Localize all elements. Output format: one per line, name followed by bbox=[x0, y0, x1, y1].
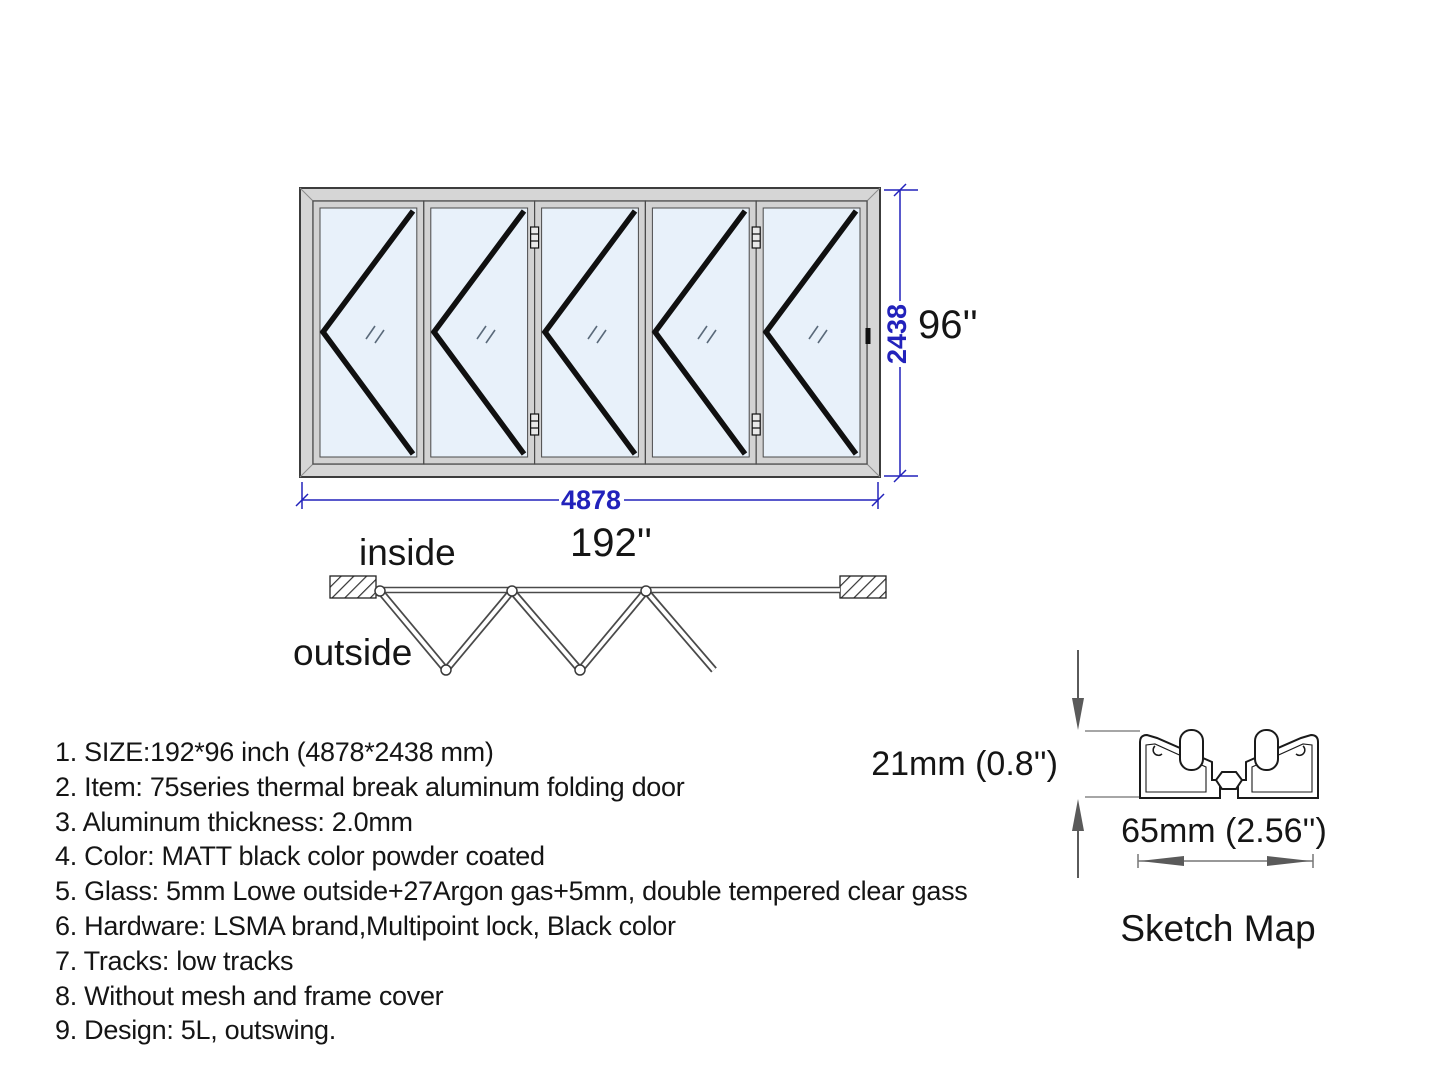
track-profile bbox=[1140, 730, 1318, 798]
width-dim-inch-label: 192'' bbox=[569, 521, 653, 565]
profile-width-dim-line bbox=[1138, 854, 1313, 868]
spec-item: 5. Glass: 5mm Lowe outside+27Argon gas+5mm, double tempered clear gass bbox=[55, 876, 968, 907]
roller-capsule bbox=[1255, 730, 1278, 770]
glass-pane bbox=[652, 208, 749, 457]
spec-item: 8. Without mesh and frame cover bbox=[55, 980, 444, 1011]
plan-view bbox=[330, 576, 886, 675]
door-panel-3 bbox=[535, 201, 646, 464]
door-handle bbox=[866, 328, 871, 344]
door-panel-4 bbox=[645, 201, 756, 464]
height-dimension bbox=[882, 184, 978, 482]
door-panel-2 bbox=[424, 201, 535, 464]
height-arrow-up bbox=[1072, 799, 1084, 878]
glass-pane bbox=[431, 208, 528, 457]
width-dim-mm-label: 4878 bbox=[560, 485, 622, 515]
spec-item: 1. SIZE:192*96 inch (4878*2438 mm) bbox=[55, 737, 494, 767]
door-panel-5 bbox=[756, 201, 867, 464]
glass-pane bbox=[763, 208, 860, 457]
sketch-map-title: Sketch Map bbox=[1120, 908, 1316, 949]
glass-pane bbox=[320, 208, 417, 457]
door-panel-1 bbox=[313, 201, 424, 464]
glass-pane bbox=[542, 208, 639, 457]
inside-label: inside bbox=[359, 532, 456, 573]
wall-hatch-right bbox=[840, 576, 886, 598]
height-dim-inch-label: 96'' bbox=[918, 303, 978, 347]
height-dim-mm-label: 2438 bbox=[882, 303, 913, 365]
wall-hatch-left bbox=[330, 576, 376, 598]
center-joiner bbox=[1216, 772, 1242, 789]
folded-panels-zigzag bbox=[380, 591, 714, 670]
spec-item: 9. Design: 5L, outswing. bbox=[55, 1015, 336, 1046]
profile-height-label: 21mm (0.8'') bbox=[871, 745, 1058, 783]
profile-width-label: 65mm (2.56'') bbox=[1121, 812, 1327, 850]
spec-item: 2. Item: 75series thermal break aluminum folding door bbox=[55, 771, 685, 802]
outside-label: outside bbox=[293, 632, 413, 673]
height-arrow-down bbox=[1072, 650, 1084, 730]
spec-item: 7. Tracks: low tracks bbox=[55, 945, 294, 976]
door-elevation bbox=[300, 188, 880, 477]
spec-item: 3. Aluminum thickness: 2.0mm bbox=[55, 806, 413, 837]
spec-item: 4. Color: MATT black color powder coated bbox=[55, 841, 545, 872]
roller-capsule bbox=[1180, 730, 1203, 770]
spec-item: 6. Hardware: LSMA brand,Multipoint lock, Black color bbox=[55, 910, 676, 941]
